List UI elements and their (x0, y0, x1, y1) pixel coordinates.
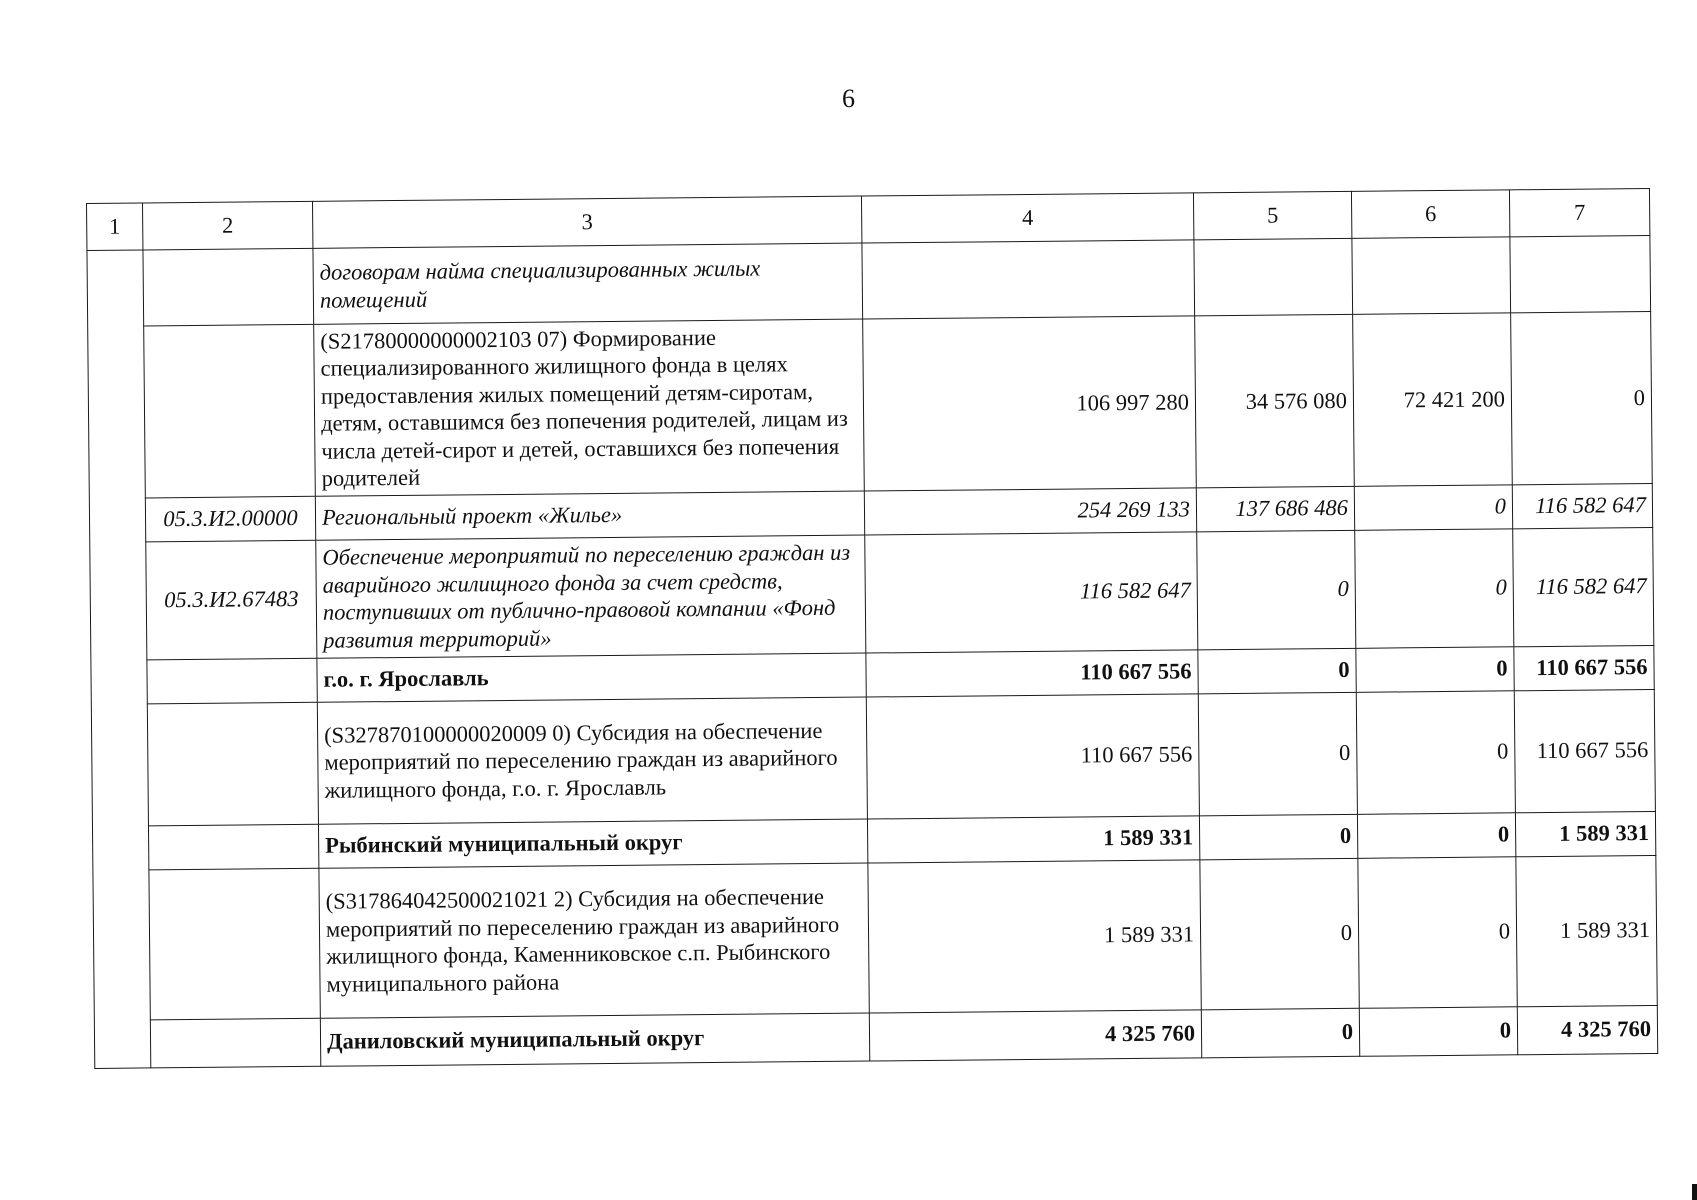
code-cell (149, 868, 320, 1020)
description-cell: (S327870100000020009 0) Субсидия на обеспечение мероприятий по переселению граждан из аварийного жилищного фонда, г.о. г. Ярославль (317, 697, 867, 824)
code-cell (148, 824, 318, 870)
code-cell (143, 248, 314, 326)
amount-total-cell: 106 997 280 (863, 316, 1197, 491)
amount-col7-cell (1510, 235, 1651, 312)
amount-total-cell: 110 667 556 (866, 693, 1199, 818)
amount-total-cell: 1 589 331 (867, 815, 1199, 862)
table-row (93, 855, 1657, 1020)
table-row (88, 311, 1653, 498)
amount-col7-cell: 1 589 331 (1516, 855, 1657, 1006)
amount-col7-cell: 1 589 331 (1515, 811, 1655, 856)
header-cell-7: 7 (1509, 188, 1649, 236)
amount-col6-cell: 0 (1358, 856, 1517, 1008)
amount-col7-cell: 110 667 556 (1514, 645, 1654, 690)
header-cell-4: 4 (861, 193, 1193, 243)
table-row (91, 689, 1655, 826)
description-cell: Рыбинский муниципальный округ (318, 819, 867, 868)
code-cell (147, 658, 317, 704)
description-cell: (S21780000000002103 07) Формирование специализированного жилищного фонда в целях предоставления жилых помещений детям-сиротам, детям, оставшимся без попечения родителей, лицам из числа детей-сирот и детей, оставшихся без попечения родителей (314, 319, 865, 496)
code-cell (150, 1018, 320, 1068)
amount-col7-cell: 116 582 647 (1513, 527, 1654, 646)
header-cell-6: 6 (1351, 190, 1509, 239)
amount-col5-cell: 0 (1199, 814, 1357, 860)
code-cell: 05.3.И2.67483 (146, 540, 317, 660)
amount-total-cell: 110 667 556 (866, 649, 1198, 696)
amount-col6-cell: 0 (1359, 1006, 1517, 1056)
amount-col6-cell: 0 (1356, 690, 1515, 814)
amount-col5-cell: 0 (1198, 648, 1356, 694)
header-cell-5: 5 (1193, 191, 1351, 240)
amount-col5-cell: 34 576 080 (1195, 314, 1355, 487)
column-1-cell (87, 250, 151, 1068)
amount-col6-cell: 72 421 200 (1353, 313, 1513, 486)
amount-total-cell: 254 269 133 (864, 487, 1196, 534)
description-cell: договорам найма специализированных жилых помещений (313, 243, 863, 324)
amount-total-cell: 116 582 647 (865, 531, 1198, 652)
header-cell-1: 1 (87, 203, 143, 251)
amount-total-cell: 1 589 331 (868, 859, 1201, 1012)
amount-total-cell (862, 240, 1195, 319)
amount-col5-cell (1194, 238, 1353, 316)
budget-table (86, 188, 1658, 1069)
amount-col6-cell (1352, 237, 1511, 315)
amount-col7-cell: 4 325 760 (1517, 1005, 1657, 1054)
amount-col5-cell: 0 (1198, 692, 1357, 816)
header-cell-3: 3 (312, 196, 861, 248)
amount-col6-cell: 0 (1357, 812, 1515, 858)
amount-col6-cell: 0 (1356, 646, 1514, 692)
amount-col6-cell: 0 (1354, 484, 1512, 530)
amount-col5-cell: 137 686 486 (1196, 486, 1354, 532)
code-cell (147, 702, 318, 826)
description-cell: г.о. г. Ярославль (317, 653, 866, 702)
amount-col7-cell: 0 (1511, 311, 1653, 484)
amount-col7-cell: 110 667 556 (1514, 689, 1655, 812)
table-row (90, 527, 1654, 660)
amount-col7-cell: 116 582 647 (1512, 483, 1652, 528)
description-cell: Региональный проект «Жилье» (315, 491, 864, 540)
scan-edge-mark (1692, 1184, 1697, 1200)
amount-col6-cell: 0 (1355, 528, 1514, 648)
page-number: 6 (842, 84, 855, 113)
amount-total-cell: 4 325 760 (869, 1009, 1201, 1060)
amount-col5-cell: 0 (1200, 858, 1359, 1010)
amount-col5-cell: 0 (1201, 1008, 1359, 1058)
header-cell-2: 2 (143, 201, 313, 250)
description-cell: Даниловский муниципальный округ (320, 1013, 869, 1066)
amount-col5-cell: 0 (1197, 530, 1356, 650)
code-cell (144, 324, 316, 497)
description-cell: (S317864042500021021 2) Субсидия на обеспечение мероприятий по переселению граждан из аварийного жилищного фонда, Каменниковское с.п. Рыбинского муниципального района (319, 863, 869, 1018)
code-cell: 05.3.И2.00000 (145, 496, 315, 542)
description-cell: Обеспечение мероприятий по переселению граждан из аварийного жилищного фонда за счет средств, поступивших от публично-правовой компании «Фонд развития территорий» (316, 535, 866, 658)
